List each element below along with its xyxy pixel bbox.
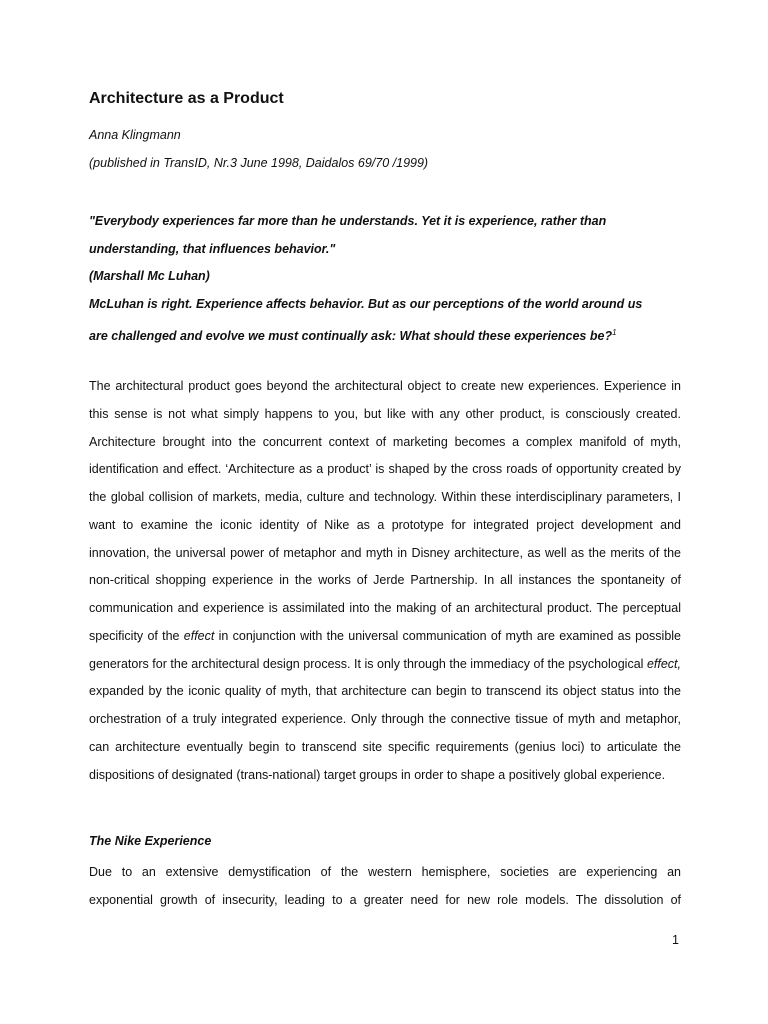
epigraph-text: are challenged and evolve we must continually ask: What should these experiences be?: [89, 328, 613, 343]
epigraph-line-with-footnote: [89, 319, 689, 351]
author-name: Anna Klingmann: [89, 128, 181, 142]
body-text: in conjunction with the universal communication of myth are examined as possible generators for the architectural design process. It is only through the immediacy of the psychological: [89, 628, 681, 671]
section-line: Due to an extensive demystification of the western hemisphere, societies are experiencing an: [89, 865, 681, 879]
epigraph-attribution: (Marshall Mc Luhan): [89, 269, 210, 284]
body-text: The architectural product goes beyond the architectural object to create new experiences. Experience in this sense is not what simply happens to you, but like with any other product, is consciously created. Architecture brought into the concurrent context of marketing becomes a complex manifold of myth, identification and effect. ‘Architecture as a product’ is shaped by the cross roads of opportunity created by the global collision of markets, media, culture and technology. Within these interdisciplinary parameters, I want to examine the iconic identity of Nike as a prototype for integrated project development and innovation, the universal power of metaphor and myth in Disney architecture, as well as the merits of the non-critical shopping experience in the works of Jerde Partnership. In all instances the spontaneity of communication and experience is assimilated into the making of an architectural product. The perceptual specificity of the: [89, 379, 681, 643]
section-paragraph: [89, 859, 681, 915]
section-heading: The Nike Experience: [89, 834, 212, 848]
document-title: Architecture as a Product: [89, 90, 284, 107]
epigraph-line: understanding, that influences behavior.": [89, 241, 336, 256]
body-paragraph: [89, 373, 681, 789]
epigraph: [89, 208, 689, 351]
emphasis-text: effect,: [646, 656, 681, 671]
epigraph-line: "Everybody experiences far more than he understands. Yet it is experience, rather than: [89, 214, 607, 228]
body-text: expanded by the iconic quality of myth, that architecture can begin to transcend its object status into the orchestration of a truly integrated experience. Only through the connective tissue of myth and metaphor, can architecture eventually begin to transcend site specific requirements (genius loci) to articulate the dispositions of designated (trans-national) target groups in order to shape a positively global experience.: [89, 684, 681, 782]
emphasis-text: effect: [183, 628, 215, 643]
footnote-marker: 1: [612, 327, 617, 337]
publication-note: (published in TransID, Nr.3 June 1998, Daidalos 69/70 /1999): [89, 156, 429, 170]
section-line: exponential growth of insecurity, leading to a greater need for new role models. The dissolution of: [89, 892, 681, 907]
epigraph-line: McLuhan is right. Experience affects behavior. But as our perceptions of the world around us: [89, 297, 643, 312]
page-number: 1: [672, 933, 679, 947]
